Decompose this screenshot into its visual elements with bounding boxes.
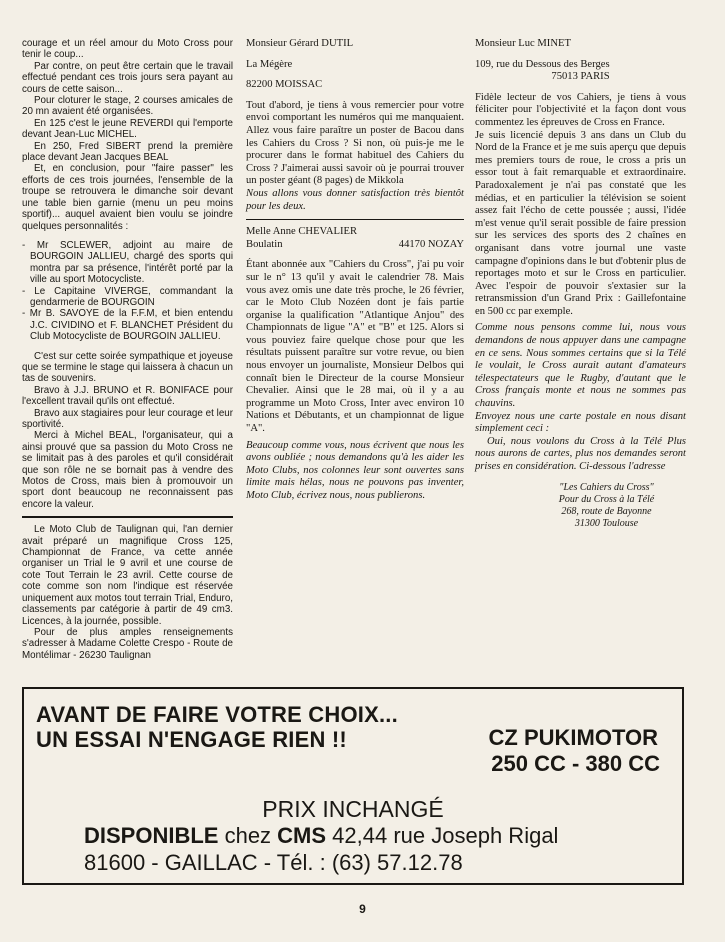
ad-brand: CZ PUKIMOTOR [488, 725, 658, 750]
paragraph: Bravo à J.J. BRUNO et R. BONIFACE pour l'excellent travail qu'ils ont effectué. [22, 384, 233, 408]
letter-sender-city: 75013 PARIS [551, 71, 610, 83]
address-line: 268, route de Bayonne [561, 505, 652, 517]
divider [22, 516, 233, 518]
middle-column [246, 38, 464, 503]
mailing-address [475, 482, 686, 530]
paragraph: Le Moto Club de Taulignan qui, l'an dernier avait préparé un magnifique Cross 125, Championnat de France, va cette année organiser un Trial le 9 avril et une course de cote Tout Terrain le 23 avril. Cette course de cote comme son nom l'indique est réservée uniquement aux motos tout terrain Trial, Enduro, classements par catégorie à partir de 49 cm3. Licences, à la journée, possible. [22, 524, 233, 627]
ad-price-note: PRIX INCHANGÉ [262, 796, 444, 822]
paragraph: Merci à Michel BEAL, l'organisateur, qui a ainsi prouvé que sa passion du Moto Cross ne se limitait pas à des paroles et qu'il considérait que son rôle ne se bornait pas à vendre des Motos de Cross, mais bien à promouvoir un sport dont beaucoup ne reconnaissent pas encore la valeur. [22, 430, 233, 510]
ad-dealer: CMS [277, 823, 327, 848]
editor-reply: Oui, nous voulons du Cross à la Télé Plus nous aurons de cartes, plus nos demandes seront prises en considération. Ci-dessous l'adresse [475, 435, 686, 472]
letter-body: Fidèle lecteur de vos Cahiers, je tiens à vous féliciter pour l'objectivité et la façon dont vous commentez les épreuves de Cross en France. [475, 91, 686, 128]
letter-sender-name: Monsieur Luc MINET [475, 38, 571, 49]
editor-reply: Envoyez nous une carte postale en nous disant simplement ceci : [475, 410, 686, 435]
advertisement-box [22, 687, 684, 885]
letter-sender-place: La Mégère [246, 58, 293, 70]
letter-sender-name: Melle Anne CHEVALIER [246, 226, 358, 238]
ad-subheadline: UN ESSAI N'ENGAGE RIEN !! [36, 727, 347, 752]
ad-headline: AVANT DE FAIRE VOTRE CHOIX... [36, 702, 398, 727]
ad-dealer-address: 42,44 rue Joseph Rigal [326, 823, 559, 848]
list-item: - Le Capitaine VIVERGE, commandant la gendarmerie de BOURGOIN [22, 285, 233, 308]
letter-body: Étant abonnée aux "Cahiers du Cross", j'ai pu voir sur le n° 13 qu'il y avait le calendrier 78. Mais vous avez omis une date très proche, le 26 février, car le Moto Club Nozéen dont je fais partie organise la qualification "Atlantique Anjou" des Championnats de ligue "A" et "B" et 125. Alors si vous pouviez faire quelque chose pour que les résultats puissent paraître sur votre revue, ou bien nous envoyer un journaliste, Monsieur Delbos qui connaît bien le Directeur de la course Monsieur Chevalier. Ainsi que le 28 mai, où il y a au programme un Moto Cross, Inter avec environ 10 Nations et Débutants, et un championnat de ligue "A". [246, 259, 464, 435]
left-column [22, 38, 233, 661]
address-line: 31300 Toulouse [574, 517, 639, 529]
letter-sender-street: 109, rue du Dessous des Berges [475, 58, 610, 70]
ad-city-phone: 81600 - GAILLAC - Tél. : (63) 57.12.78 [84, 850, 463, 875]
address-line: Pour du Cross à la Télé [558, 493, 655, 505]
paragraph: courage et un réel amour du Moto Cross pour tenir le coup... [22, 38, 233, 61]
ad-availability [84, 823, 558, 849]
guest-list [22, 240, 233, 343]
letter-body: Je suis licencié depuis 3 ans dans un Club du Nord de la France et je me suis aperçu que depuis mes premiers tours de roue, le cross a pris un essor tout à fait remarquable et extraordinaire. Paradoxalement je n'ai pas constaté que les médias, et en particulier la télévision se soient assez fait l'écho de cette poussée ; aussi, l'idée m'est venue qu'il serait possible de faire pression sur les services des sports des 2 chaînes en organisant dans votre journal une vaste campagne d'opinions dans le but d'obtenir plus de reportages moto et sur le Cross en particulier. Avec l'espoir de pouvoir s'extasier sur la retransmission d'un Grand Prix : Gaillefontaine en 500 cc par exemple. [475, 129, 686, 317]
paragraph: En 125 c'est le jeune REVERDI qui l'emporte devant Jean-Luc MICHEL. [22, 117, 233, 141]
list-item: - Mr SCLEWER, adjoint au maire de BOURGOIN JALLIEU, chargé des sports qui montra par sa présence, l'intérêt porté par la ville au sport Motocycliste. [22, 239, 233, 286]
paragraph: Pour de plus amples renseignements s'adresser à Madame Colette Crespo - Route de Montélimar - 26230 Taulignan [22, 626, 233, 661]
right-column [475, 38, 686, 530]
list-item: - Mr B. SAVOYE de la F.F.M, et bien entendu J.C. CIVIDINO et F. BLANCHET Président du Club Motocycliste de BOURGOIN JALLIEU. [22, 308, 233, 343]
letter-sender-name: Monsieur Gérard DUTIL [246, 38, 354, 49]
paragraph: En 250, Fred SIBERT prend la première place devant Jean Jacques BEAL [22, 140, 233, 164]
editor-reply: Comme nous pensons comme lui, nous vous demandons de nous appuyer dans une campagne en ce sens. Nous sommes certains que si la Télé le voulait, le Cross aurait autant d'amateurs télespectateurs que le Rugby, d'autant que le Cross français monte et nous ne sommes pas chauvins. [475, 322, 686, 410]
editor-reply: Nous allons vous donner satisfaction très bientôt pour les deux. [246, 187, 464, 212]
editor-reply: Beaucoup comme vous, nous écrivent que nous les avons oubliée ; nous demandons qu'à les aider les Moto Clubs, nos colonnes leur sont ouvertes sans limite mais hélas, nous ne pouvons pas inventer, Moto Club, écrivez nous, nous publierons. [246, 439, 464, 501]
divider [246, 219, 464, 220]
letter-sender-place: Boulatin [246, 238, 283, 250]
ad-text: chez [218, 823, 278, 848]
address-line: "Les Cahiers du Cross" [559, 481, 654, 493]
page-number: 9 [359, 902, 366, 916]
ad-available-label: DISPONIBLE [84, 823, 219, 848]
letter-sender-city: 82200 MOISSAC [246, 79, 323, 91]
paragraph: Et, en conclusion, pour "faire passer" les efforts de ces trois journées, l'ensemble de la troupe se retrouvera le dimanche soir devant une table bien garnie (menu un peu moins sportif)... auquel avaient bien voulu se joindre quelques personnalités : [22, 163, 233, 232]
ad-engine-sizes: 250 CC - 380 CC [491, 751, 660, 776]
letter-sender-city: 44170 NOZAY [398, 238, 464, 250]
paragraph: C'est sur cette soirée sympathique et joyeuse que se termine le stage qui laissera à chacun un tas de souvenirs. [22, 350, 233, 385]
letter-body: Tout d'abord, je tiens à vous remercier pour votre envoi comportant les numéros qui me manquaient. Allez vous faire paraître un poster de Bacou dans les Cahiers du Cross ? Si non, où puis-je me le procurer dans le format habituel des Cahiers du Cross ? J'aimerai aussi savoir où je pourrai trouver un poster géant (8 pages) de Mikkola [246, 99, 464, 187]
paragraph: Pour cloturer le stage, 2 courses amicales de 20 mn avaient été organisées. [22, 95, 233, 118]
paragraph: Bravo aux stagiaires pour leur courage et leur sportivité. [22, 407, 233, 430]
paragraph: Par contre, on peut être certain que le travail effectué pendant ces trois jours sera payant au cours de cette saison... [22, 60, 233, 95]
